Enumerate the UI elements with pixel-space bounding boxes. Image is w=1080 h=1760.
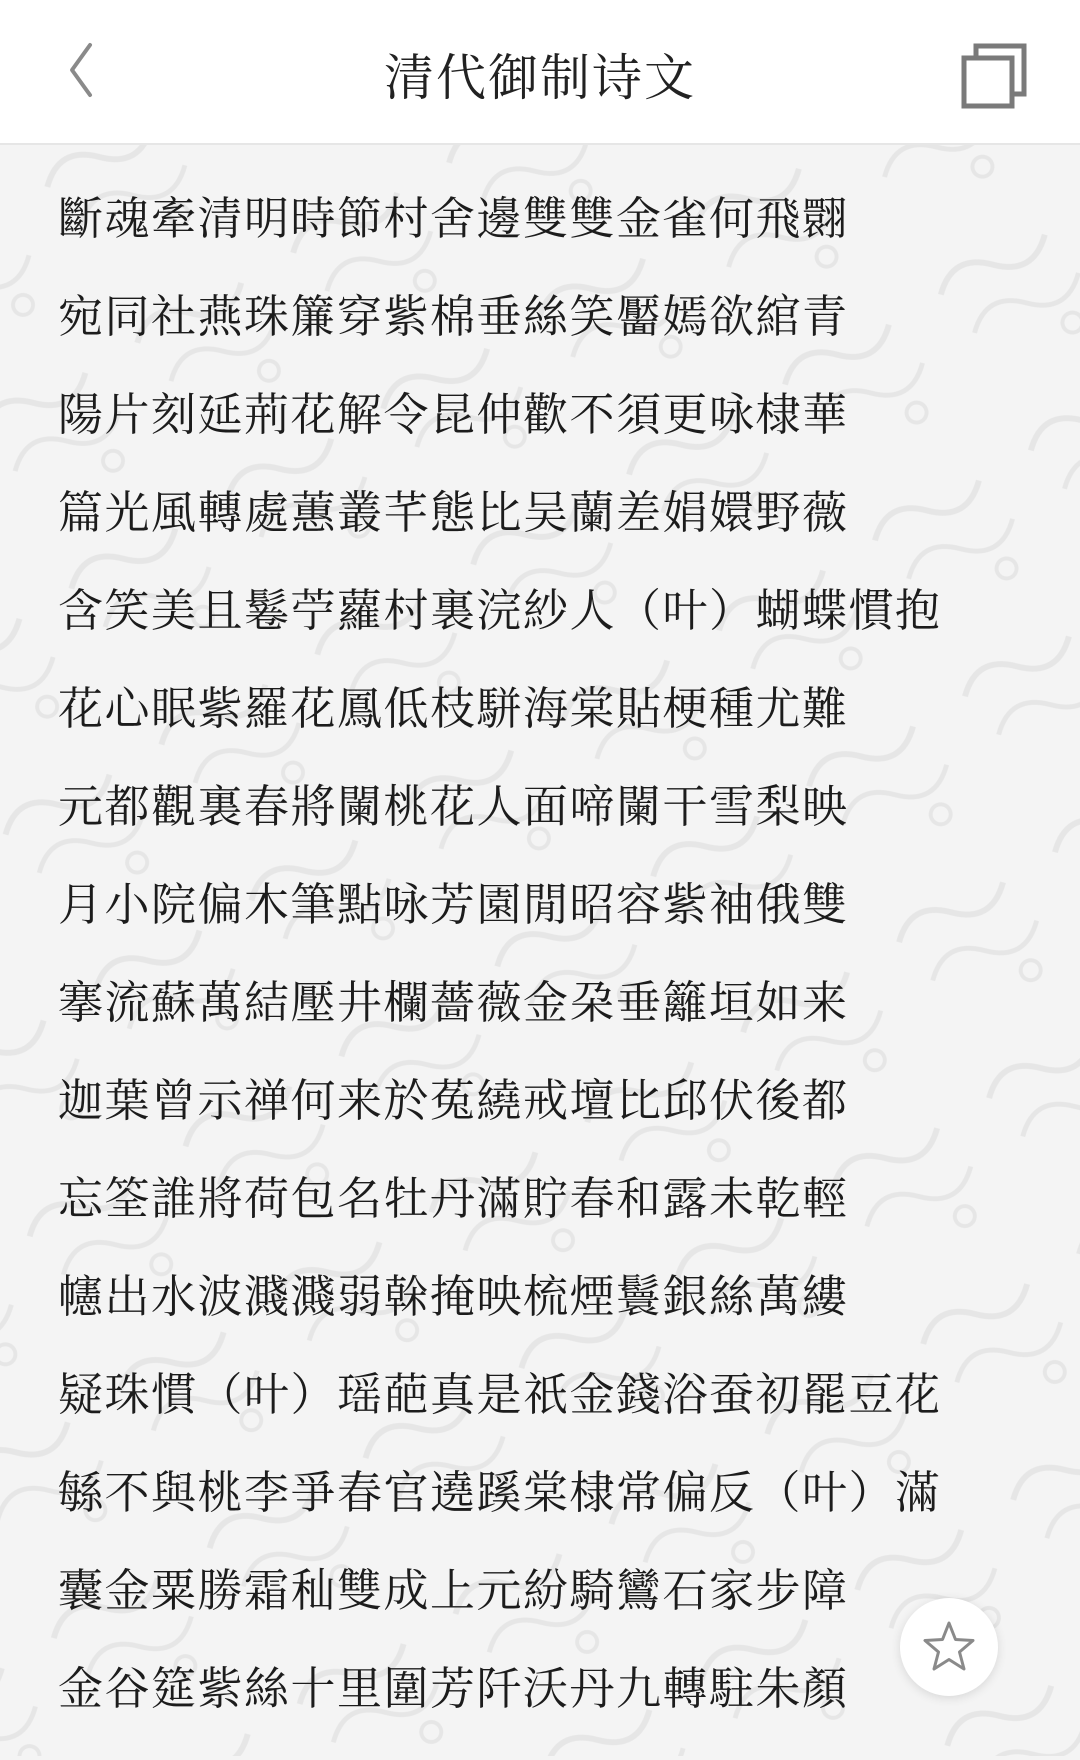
poem-line: 囊金粟勝霜秈雙成上元紛騎鸞石家步障	[58, 1564, 849, 1617]
navigation-bar	[0, 0, 1080, 145]
poem-line: 陽片刻延荊花解令昆仲歡不須更咏棣華	[58, 388, 849, 441]
poem-line: 宛同社燕珠簾穿紫棉垂絲笑靨嫣欲綰青	[58, 290, 849, 343]
poem-line: 斷魂牽清明時節村舍邊雙雙金雀何飛翾	[58, 192, 849, 245]
favorite-button[interactable]	[900, 1598, 998, 1696]
poem-line: 疑珠慣（叶）瑶葩真是祇金錢浴蚕初罷豆花	[58, 1368, 942, 1421]
poem-content	[58, 170, 1058, 1738]
poem-line: 含笑美且鬈苧蘿村裏浣紗人（叶）蝴蝶慣抱	[58, 584, 942, 637]
poem-line: 月小院偏木筆點咏芳園閒昭容紫袖俄雙	[58, 878, 849, 931]
poem-line: 幰出水波濺濺弱榦掩映梳煙鬟銀絲萬縷	[58, 1270, 849, 1323]
copy-button[interactable]	[958, 40, 1030, 112]
poem-line: 元都觀裏春將闌桃花人面啼闌干雪梨映	[58, 780, 849, 833]
poem-line: 忘筌誰將荷包名牡丹滿貯春和露未乾輕	[58, 1172, 849, 1225]
poem-line: 迦葉曾示禅何来於菟繞戒壇比邱伏後都	[58, 1074, 849, 1127]
poem-line: 篇光風轉處蕙叢芊態比吴蘭差娟嬛野薇	[58, 486, 849, 539]
copy-icon	[958, 40, 1030, 112]
poem-line: 緐不與桃李爭春官遶蹊棠棣常偏反（叶）滿	[58, 1466, 942, 1519]
poem-line: 金谷筵紫絲十里圍芳阡沃丹九轉駐朱顏	[58, 1662, 849, 1715]
star-icon	[919, 1617, 979, 1677]
page-title: 清代御制诗文	[384, 49, 696, 107]
poem-line: 花心眠紫羅花鳳低枝駢海棠貼梗種尤難	[58, 682, 849, 735]
poem-line: 搴流蘇萬結壓井欄薔薇金朶垂籬垣如来	[58, 976, 849, 1029]
